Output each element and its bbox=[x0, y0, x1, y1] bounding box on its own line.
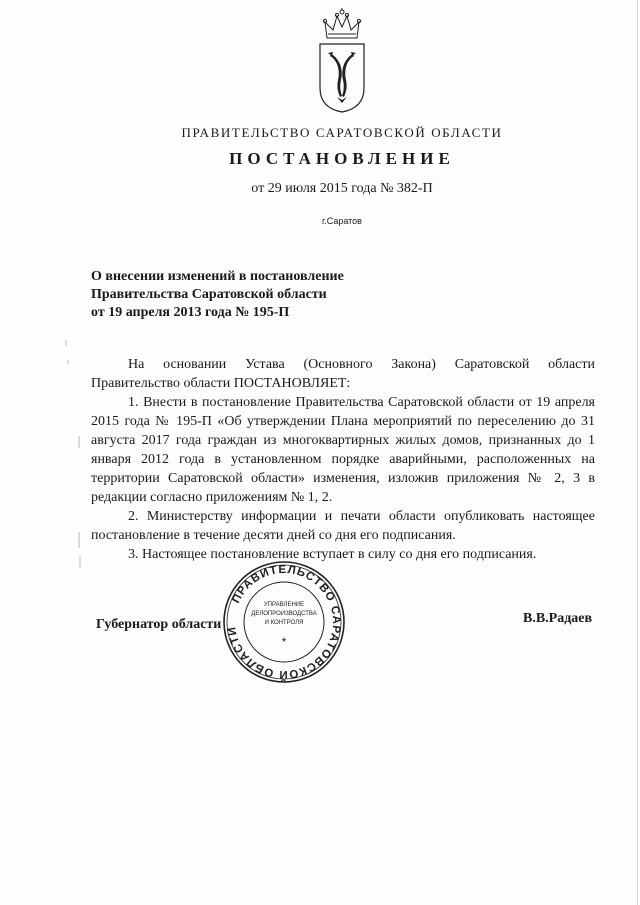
subject-line: Правительства Саратовской области bbox=[91, 287, 327, 302]
seal-inner-line: УПРАВЛЕНИЕ bbox=[263, 602, 305, 608]
seal-inner-line: И КОНТРОЛЯ bbox=[264, 620, 304, 626]
signer-name: В.В.Радаев bbox=[523, 611, 593, 626]
document-body bbox=[91, 355, 595, 564]
document-date-number: от 29 июля 2015 года № 382-П bbox=[251, 181, 433, 196]
subject-line: от 19 апреля 2013 года № 195-П bbox=[91, 305, 290, 320]
document-type-title: ПОСТАНОВЛЕНИЕ bbox=[229, 149, 455, 168]
body-paragraph: 2. Министерству информации и печати области опубликовать настоящее постановление в течение десяти дней со дня его подписания. bbox=[91, 509, 595, 543]
seal-inner-text bbox=[244, 601, 324, 650]
document-subject bbox=[91, 268, 344, 322]
saratov-coat-of-arms-icon bbox=[316, 8, 368, 114]
signer-title: Губернатор области bbox=[96, 617, 222, 632]
seal-star: * bbox=[281, 635, 287, 649]
government-name: ПРАВИТЕЛЬСТВО САРАТОВСКОЙ ОБЛАСТИ bbox=[181, 125, 503, 140]
seal-ring-text: ПРАВИТЕЛЬСТВО САРАТОВСКОЙ ОБЛАСТИ bbox=[226, 563, 343, 681]
subject-line: О внесении изменений в постановление bbox=[91, 269, 344, 284]
document-city: г.Саратов bbox=[322, 216, 362, 226]
body-paragraph: 1. Внести в постановление Правительства Саратовской области от 19 апреля 2015 года № 195-П «Об утверждении Плана мероприятий по переселению до 31 августа 2017 года граждан из многоквартирных жилых домов, признанных до 1 января 2012 года в установленном порядке аварийными, расположенных на территории Саратовской области» изменения, изложив приложения № 2, 3 в редакции согласно приложениям № 1, 2. bbox=[91, 395, 595, 505]
body-paragraph: 3. Настоящее постановление вступает в силу со дня его подписания. bbox=[128, 547, 537, 562]
body-paragraph: На основании Устава (Основного Закона) Саратовской области Правительство области ПОСТАНОВЛЯЕТ: bbox=[91, 357, 595, 391]
seal-inner-line: ДЕЛОПРОИЗВОДСТВА bbox=[251, 611, 317, 617]
